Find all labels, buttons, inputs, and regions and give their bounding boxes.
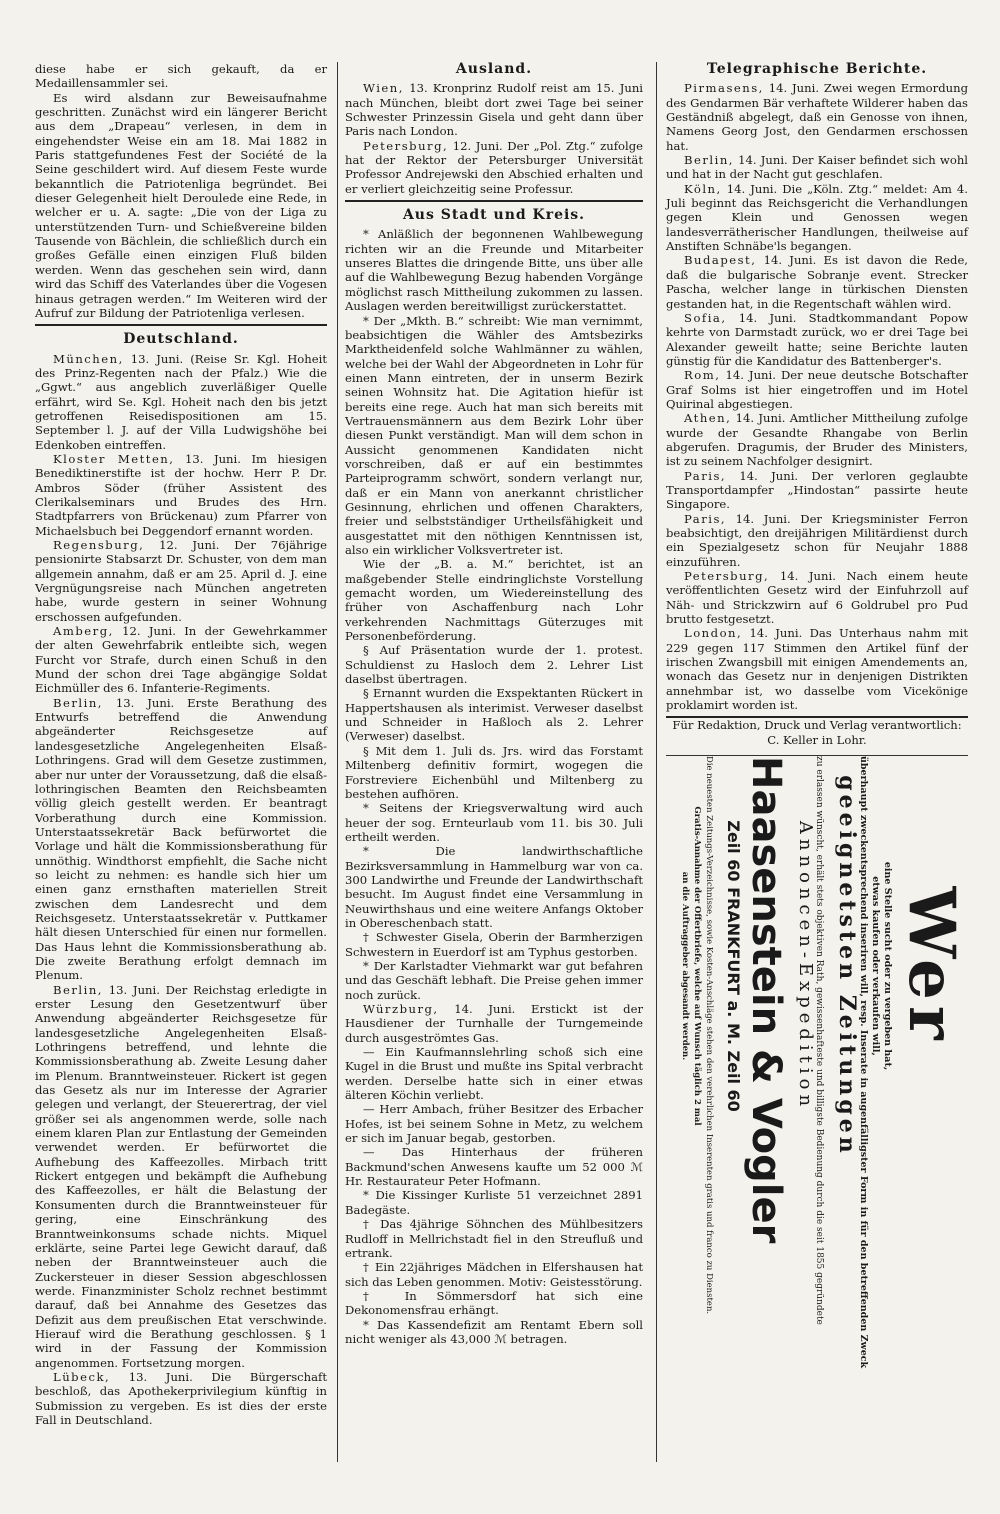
dateline-place: Pirmasens, — [684, 81, 764, 96]
news-luebeck — [35, 1370, 327, 1427]
local-note: § Mit dem 1. Juli ds. Jrs. wird das Forstamt Miltenberg definitiv formirt, wogegen die Forstreviere Eichenbühl und Miltenberg zu bestehen aufhören. — [345, 743, 643, 801]
news-berlin-1 — [35, 696, 327, 983]
news-muenchen — [35, 352, 327, 452]
newspaper-page — [30, 62, 975, 1482]
news-text: 14. Juni. Die „Köln. Ztg.“ meldet: Am 4. Juli beginnt das Reichsgericht die Verhandlungen gegen Klein und Genossen wegen landesverrätherischer Handlungen, theilweise auf Anstiften Schnäbe'ls begangen. — [666, 181, 968, 254]
dateline-place: Köln, — [684, 181, 722, 196]
local-note: † In Sömmersdorf hat sich eine Dekonomensfrau erhängt. — [345, 1288, 643, 1318]
dateline-place: Kloster Metten, — [53, 451, 175, 466]
local-note: § Auf Präsentation wurde der 1. protest. Schuldienst zu Hasloch dem 2. Lehrer List daselbst übertragen. — [345, 643, 643, 687]
column-right — [666, 61, 969, 1369]
section-heading-deutschland: Deutschland. — [123, 331, 239, 348]
section-heading-telegraphische-berichte: Telegraphische Berichte. — [706, 61, 928, 77]
section-rule — [345, 200, 643, 202]
telegram — [666, 153, 968, 182]
ad-line: eine Stelle sucht oder zu vergeben hat, — [882, 862, 893, 1071]
column-left — [35, 62, 327, 1427]
news-wien — [345, 81, 643, 138]
dateline-place: Berlin, — [53, 695, 103, 710]
telegram — [666, 182, 968, 254]
dateline-place: Amberg, — [53, 624, 114, 639]
telegram — [666, 512, 968, 569]
news-kloster-metten — [35, 452, 327, 538]
news-text: 13. Juni. Im hiesigen Benediktinerstifte ist der hochw. Herr P. Dr. Ambros Söder (früher Assistent des Clerikalseminars und Brudes des Hrn. Stadtpfarrers von Brückenau) zum Pfarrer von Michaelsbuch bei Deggendorf ernannt worden. — [35, 451, 327, 538]
news-text: 14. Juni. Das Unterhaus nahm mit 229 gegen 117 Stimmen den Artikel fünf der irischen Zwangsbill mit einigen Amendements an, wonach das Gesetz nur in denjenigen Distrikten annehmbar ist, wo dasselbe vom Vicekönige proklamirt worden ist. — [666, 626, 968, 713]
dateline-place: Lübeck, — [53, 1369, 111, 1384]
dateline-place: London, — [684, 626, 743, 641]
news-text: 13. Kronprinz Rudolf reist am 15. Juni nach München, bleibt dort zwei Tage bei seiner Schwester Prinzessin Gisela und geht dann über Paris nach London. — [345, 81, 643, 139]
dateline-place: Athen, — [684, 411, 732, 426]
dateline-place: Paris, — [684, 511, 727, 526]
local-note: * Der „Mkth. B.“ schreibt: Wie man vernimmt, beabsichtigen die Wähler des Amtsbezirks Marktheidenfeld solche Wahlmänner zu wählen, welche bei der Wahl der Abgeordneten in Lohr für einen Mann eintreten, der in unserm Bezirk seinen Wohnsitz hat. Die Agitation hiefür ist bereits eine rege. Auch hat man sich bereits mit Vertrauensmännern aus dem Bezirk Lohr über diesen Punkt verständigt. Man will dem schon in Aussicht genommenen Kandidaten nicht vorschreiben, daß er auf ein bestimmtes Parteiprogramm schwört, sondern verlangt nur, daß er ein Mann von anerkannt christlicher Gesinnung, ehrlichen und offenen Charakters, freier und selbstständiger Urtheilsfähigkeit und ausgestattet mit den nöthigen Kenntnissen ist, also ein wirklicher Volksvertreter ist. — [345, 313, 643, 557]
paragraph-beweisaufnahme: Es wird alsdann zur Beweisaufnahme geschritten. Zunächst wird ein längerer Bericht aus dem „Drapeau“ verlesen, in dem in eingehendster Weise ein am 18. Mai 1882 in Paris stattgefundenes Fest der Société de la Seine geschildert wird. Auf diesem Feste wurde bekanntlich die Patriotenliga begründet. Bei dieser Gelegenheit hielt Deroulede eine Rede, in welcher er u. A. sagte: „Die von der Liga zu unterstützenden Turn- und Schießvereine bilden Tausende von Bächlein, die schließlich durch ein großes Gefälle einen einzigen Fluß bilden werden. Wenn das geschehen sein wird, dann wird das Schiff des Vaterlandes über die Vogesen hinaus getragen werden.“ Im Weiteren wird der Aufruf zur Bildung der Patriotenliga verlesen. — [35, 90, 327, 320]
section-heading-stadt-kreis: Aus Stadt und Kreis. — [402, 207, 586, 224]
advertisement-rotated-content — [666, 756, 969, 1369]
advertisement-haasenstein-vogler — [666, 755, 969, 1369]
telegram — [666, 569, 968, 626]
telegram — [666, 626, 968, 712]
ad-line: Annoncen-Expedition — [795, 821, 816, 1112]
telegram — [666, 81, 968, 153]
news-text: 14. Juni. Der neue deutsche Botschafter Graf Solms ist hier eingetroffen und im Hotel Quirinal abgestiegen. — [666, 368, 968, 411]
news-text: 13. Juni. Die Bürgerschaft beschloß, das Apothekerprivilegium künftig in Submission zu vergeben. Es ist dies der erste Fall in Deutschland. — [35, 1369, 327, 1427]
ad-company-name: Haasenstein & Vogler — [743, 756, 789, 1244]
dateline-place: Rom, — [684, 368, 721, 383]
local-note — [345, 1002, 643, 1045]
dateline-place: Paris, — [684, 468, 727, 483]
local-note: — Das Hinterhaus der früheren Backmund'schen Anwesens kaufte um 52 000 ℳ Hr. Restaurateur Peter Hofmann. — [345, 1145, 643, 1189]
ad-line: an die Auftraggeber abgesandt werden. — [680, 871, 690, 1061]
news-text: 14. Juni. Der Kriegsminister Ferron beabsichtigt, den dreijährigen Militärdienst durch ein Spezialgesetz schon für Neujahr 1888 einzuführen. — [666, 511, 968, 569]
news-text: 13. Juni. (Reise Sr. Kgl. Hoheit des Prinz-Regenten nach der Pfalz.) Wie die „Ggwt.“ aus angeblich zuverläßiger Quelle erfährt, wird Se. Kgl. Hoheit nach den bis jetzt getroffenen Reisedispositionen am 15. September l. J. auf der Villa Ludwigshöhe bei Edenkoben eintreffen. — [35, 351, 327, 452]
ad-line: Gratis-Annahme der Offertbriefe, welche auf Wunsch täglich 2 mal — [692, 806, 702, 1126]
telegram — [666, 411, 968, 468]
news-text: 12. Juni. Der 76jährige pensionirte Stabsarzt Dr. Schuster, von dem man allgemein annahm, daß er am 25. April d. J. eine Vergnügungsreise nach München angetreten habe, wurde gestern in seiner Wohnung erschossen aufgefunden. — [35, 538, 327, 624]
section-rule — [35, 324, 327, 326]
dateline-place: Petersburg, — [363, 138, 449, 153]
news-text: 14. Juni. Zwei wegen Ermordung des Gendarmen Bär verhaftete Wilderer haben das Geständniß abgelegt, daß ein Genosse von ihnen, Namens Georg Jost, den Gendarmen erschossen hat. — [666, 81, 968, 153]
ad-headline: Wer — [894, 886, 969, 1046]
dateline-place: München, — [53, 351, 124, 366]
local-note: * Die landwirthschaftliche Bezirksversammlung in Hammelburg war von ca. 300 Landwirthe und Freunde der Landwirthschaft besucht. Im August findet eine Versammlung in Neuwirthshaus und eine weitere Anfangs Oktober in Obereschenbach statt. — [345, 844, 643, 930]
ad-line: zu erlassen wünscht, erhält stets objektiven Rath, gewissenhafteste und billigste Bedienung durch die seit 1855 gegründete — [814, 756, 824, 1326]
editorial-credit: Für Redaktion, Druck und Verlag verantwortlich: — [672, 718, 962, 733]
dateline-place: Budapest, — [684, 253, 757, 268]
dateline-place: Berlin, — [53, 982, 103, 997]
telegram — [666, 311, 968, 368]
telegram — [666, 368, 968, 411]
column-divider-left — [337, 62, 338, 1462]
ad-address: Zeil 60 FRANKFURT a. M. Zeil 60 — [724, 820, 743, 1112]
dateline-place: Regensburg, — [53, 538, 145, 552]
dateline-place: Würzburg, — [363, 1002, 439, 1016]
local-note: † Das 4jährige Söhnchen des Mühlbesitzers Rudloff in Mellrichstadt fiel in den Streufluß und ertrank. — [345, 1217, 643, 1260]
news-text: 14. Juni. Der Kaiser befindet sich wohl und hat in der Nacht gut geschlafen. — [666, 153, 968, 182]
news-text: 14. Juni. Der verloren geglaubte Transportdampfer „Hindostan“ passirte heute Singapore. — [666, 468, 968, 512]
news-petersburg — [345, 139, 643, 196]
local-note: — Ein Kaufmannslehrling schoß sich eine Kugel in die Brust und mußte ins Spital verbracht werden. Derselbe hatte sich in einer etwas älteren Köchin verliebt. — [345, 1045, 643, 1103]
local-note: † Schwester Gisela, Oberin der Barmherzigen Schwestern in Euerdorf ist am Typhus gestorben. — [345, 930, 643, 959]
news-text: 13. Juni. Erste Berathung des Entwurfs betreffend die Anwendung abgeänderter Reichsgesetze auf landesgesetzliche Angelegenheiten Elsaß-Lothringens. Grad will dem Gesetze zustimmen, aber nur unter der Voraussetzung, daß die elsaß-lothringischen Beamten den Reichsbeamten völlig gleich gestellt werden. Er beantragt Vorberathung durch eine Kommission. Unterstaatssekretär Back befürwortet die Vorlage und hält die Kommissionsberathung für unnöthig. Windthorst empfiehlt, die Sache nicht so leicht zu nehmen: es handle sich hier um einen ganz ernsthaften materiellen Streit zwischen dem Landesrecht und dem Reichsgesetz. Unterstaatssekretär v. Puttkamer hält diesen Unterschied für einen nur formellen. Das Haus lehnt die Kommissionsberathung ab. Die zweite Berathung erfolgt demnach im Plenum. — [35, 695, 327, 983]
ad-line: überhaupt zweckentsprechend inseriren will, resp. Inserate in augenfälligster Form in für den betreffenden Zweck — [858, 756, 869, 1369]
dateline-place: Petersburg, — [684, 569, 770, 584]
local-note: † Ein 22jähriges Mädchen in Elfershausen hat sich das Leben genommen. Motiv: Geistesstörung. — [345, 1260, 643, 1289]
telegram — [666, 253, 968, 310]
dateline-place: Berlin, — [684, 153, 734, 168]
column-divider-right — [656, 62, 657, 1462]
news-text: 14. Juni. Stadtkommandant Popow kehrte von Darmstadt zurück, wo er drei Tage bei Alexander geweilt hatte; seine Berichte lauten günstig für die Kandidatur des Battenberger's. — [666, 310, 968, 368]
news-text: 12. Juni. Der „Pol. Ztg.“ zufolge hat der Rektor der Petersburger Universität Professor Andrejewski den Abschied erhalten und er verliert gleichzeitig seine Professur. — [345, 138, 643, 196]
dateline-place: Sofia, — [684, 310, 727, 325]
local-note: * Seitens der Kriegsverwaltung wird auch heuer der sog. Ernteurlaub vom 11. bis 30. Juli ertheilt werden. — [345, 801, 643, 844]
paragraph-medaillen: diese habe er sich gekauft, da er Medaillensammler sei. — [35, 62, 327, 91]
news-text: 14. Juni. Erstickt ist der Hausdiener der Turnhalle der Turngemeinde durch ausgeströmtes Gas. — [345, 1002, 643, 1045]
column-middle — [345, 62, 643, 1346]
local-note: * Die Kissinger Kurliste 51 verzeichnet 2891 Badegäste. — [345, 1188, 643, 1217]
local-note: — Herr Ambach, früher Besitzer des Erbacher Hofes, ist bei seinem Sohne in Metz, zu welchem er sich im Januar begab, gestorben. — [345, 1102, 643, 1146]
editorial-credit-name: C. Keller in Lohr. — [767, 732, 867, 747]
section-heading-ausland: Ausland. — [455, 61, 533, 77]
ad-line: Die neuesten Zeitungs-Verzeichnisse, sowie Kosten-Anschläge stehen den verehrlichen Inserenten gratis und franco zu Diensten. — [704, 756, 714, 1315]
telegram — [666, 469, 968, 512]
local-note: * Anläßlich der begonnenen Wahlbewegung richten wir an die Freunde und Mitarbeiter unseres Blattes die dringende Bitte, uns über alle auf die Wahlbewegung Bezug habenden Vorgänge möglichst rasch Mittheilung zukommen zu lassen. Auslagen werden bereitwilligst zurückerstattet. — [345, 227, 643, 314]
local-note: § Ernannt wurden die Exspektanten Rückert in Happertshausen als interimist. Verweser daselbst und Schneider in Haßloch als 2. Lehrer (Verweser) daselbst. — [345, 686, 643, 744]
local-note: Wie der „B. a. M.“ berichtet, ist an maßgebender Stelle eindringlichste Vorstellung gemacht worden, um Wiedereinstellung des früher von Aschaffenburg nach Lohr verkehrenden Nachmittags Güterzuges mit Personenbeförderung. — [345, 557, 643, 644]
local-note: * Der Karlstadter Viehmarkt war gut befahren und das Geschäft lebhaft. Die Preise gehen immer noch zurück. — [345, 958, 643, 1002]
ad-line: etwas kaufen oder verkaufen will, — [870, 876, 881, 1056]
news-text: 14. Juni. Es ist davon die Rede, daß die bulgarische Sobranje event. Strecker Pascha, welcher lange in türkischen Diensten gestanden hat, in die Regentschaft wählen wird. — [666, 253, 968, 311]
news-berlin-2 — [35, 983, 327, 1370]
news-text: 13. Juni. Der Reichstag erledigte in erster Lesung den Gesetzentwurf über Anwendung abgeänderter Reichsgesetze für landesgesetzliche Angelegenheiten Elsaß-Lothringens betreffend, und lehnte die Kommissionsberathung ab. Zweite Lesung daher im Plenum. Branntweinsteuer. Rickert ist gegen das Gesetz als nur im Interesse der Agrarier gelegen und verlangt, der Steuerertrag, der viel größer sei als angenommen werde, solle nach einem klaren Plan zur Entlastung der Gemeinden verwendet werden. Er befürwortet die Aufhebung des Kaffeezolles. Mirbach tritt Rickert entgegen und bekämpft die Aufhebung des Kaffeezolles, er hält die Belastung der Konsumenten durch die Branntweinsteuer für gering, eine Einschränkung des Branntweinkonsums schade nichts. Miquel erklärte, seine Partei lege Gewicht darauf, daß neben der Branntweinsteuer auch die Zuckersteuer in dieser Session abgeschlossen werde. Finanzminister Scholz rechnet bestimmt darauf, daß bei Annahme des Gesetzes das Defizit aus dem preußischen Etat verschwinde. Hierauf wird die Berathung geschlossen. § 1 wird in der Fassung der Kommission angenommen. Fortsetzung morgen. — [35, 982, 327, 1370]
news-text: 12. Juni. In der Gewehrkammer der alten Gewehrfabrik entleibte sich, wegen Furcht vor Strafe, durch einen Schuß in den Mund der schon drei Tage abgängige Soldat Eichmüller des 6. Infanterie-Regiments. — [35, 624, 327, 696]
news-amberg — [35, 624, 327, 696]
local-note: * Das Kassendefizit am Rentamt Ebern soll nicht weniger als 43,000 ℳ betragen. — [345, 1317, 643, 1346]
news-text: 14. Juni. Nach einem heute veröffentlichten Gesetz wird der Einfuhrzoll auf Näh- und Strickzwirn auf 6 Goldrubel pro Pud brutto festgesetzt. — [666, 569, 968, 627]
news-regensburg — [35, 538, 327, 624]
dateline-place: Wien, — [363, 81, 404, 96]
ad-line: geeignetsten Zeitungen — [834, 775, 860, 1157]
news-text: 14. Juni. Amtlicher Mittheilung zufolge wurde der Gesandte Rhangabe von Berlin abgerufen. Dragumis, der Bruder des Ministers, ist zu seinem Nachfolger designirt. — [666, 411, 968, 469]
